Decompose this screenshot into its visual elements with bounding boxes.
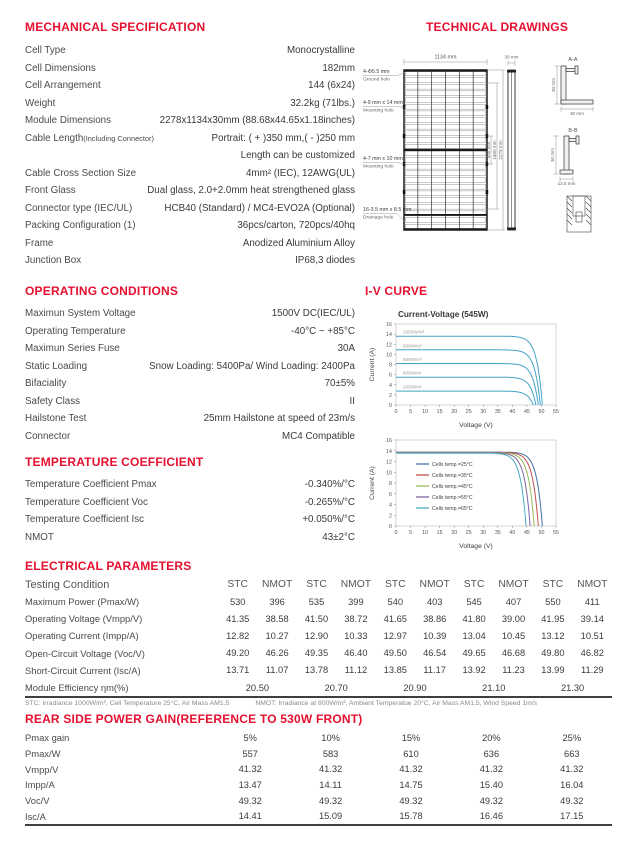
dim-section-b-height: 30 mm: [550, 147, 555, 163]
column-header: STC: [542, 579, 564, 590]
y-tick-label: 6: [389, 372, 392, 379]
value-cell: 13.85: [383, 665, 407, 676]
spec-label: Temperature Coefficient Voc: [25, 496, 148, 508]
spec-value: HCB40 (Standard) / MC4-EVO2A (Optional): [164, 202, 355, 214]
spec-row: [25, 42, 355, 60]
x-tick-label: 40: [509, 530, 516, 536]
x-tick-label: 20: [451, 530, 458, 536]
rear-gain-row: [25, 777, 612, 793]
series-inline-label: 400W/m²: [403, 370, 422, 376]
testing-condition-label: Testing Condition: [25, 578, 110, 591]
iv-curve-series: [396, 391, 533, 405]
electrical-data-row: [25, 610, 612, 627]
temperature-spec-list: [25, 476, 355, 546]
value-cell: 25%: [562, 732, 582, 743]
spec-row: [25, 529, 355, 547]
value-cell: 11.17: [423, 665, 446, 676]
column-header: STC: [463, 579, 485, 590]
svg-text:A-A: A-A: [568, 57, 578, 63]
value-cell: 41.50: [304, 613, 329, 624]
column-header: NMOT: [577, 579, 608, 590]
test-condition-footnote: [25, 700, 612, 707]
legend-label: Cells temp.=45°C: [432, 483, 473, 490]
row-label: Maximum Power (Pmax/W): [25, 596, 140, 608]
spec-value: Snow Loading: 5400Pa/ Wind Loading: 2400Pa: [149, 360, 355, 372]
value-cell: 49.65: [462, 648, 486, 659]
value-cell: 41.65: [383, 613, 407, 624]
spec-label: Weight: [25, 97, 56, 109]
series-inline-label: 600W/m²: [403, 356, 422, 362]
section-title-electrical: ELECTRICAL PARAMETERS: [25, 559, 192, 573]
x-tick-label: 35: [494, 409, 501, 415]
section-title-rear-gain: REAR SIDE POWER GAIN(REFERENCE TO 530W FRONT): [25, 712, 363, 726]
rear-gain-row: [25, 746, 612, 762]
spec-row: [25, 410, 355, 428]
spec-value: -0.340%/°C: [304, 479, 355, 491]
spec-value: 36pcs/carton, 720pcs/40hq: [237, 220, 355, 232]
value-cell: 11.23: [502, 665, 525, 676]
module-efficiency-row: [25, 679, 612, 696]
value-cell: 38.58: [265, 613, 289, 624]
spec-label: Cell Dimensions: [25, 62, 96, 74]
spec-label: Front Glass: [25, 185, 76, 197]
value-cell: 10.27: [265, 630, 289, 641]
value-cell: 13.92: [462, 665, 486, 676]
dim-1800mm: 1800 mm: [492, 140, 497, 160]
row-label: Open-Circuit Voltage (Voc/V): [25, 647, 145, 659]
section-a-a: [551, 57, 593, 116]
spec-row: [25, 130, 355, 148]
y-tick-label: 10: [386, 470, 392, 477]
value-cell: 46.82: [580, 648, 604, 659]
column-header: STC: [384, 579, 406, 590]
row-label: Operating Voltage (Vmpp/V): [25, 613, 143, 625]
x-tick-label: 50: [538, 530, 545, 536]
value-cell: 16.04: [560, 779, 584, 790]
spec-value: IP68,3 diodes: [295, 255, 355, 267]
y-tick-label: 16: [386, 322, 392, 328]
spec-value: +0.050%/°C: [302, 514, 355, 526]
y-axis-label: Current (A): [369, 347, 376, 382]
svg-text:B-B: B-B: [568, 128, 578, 134]
value-cell: 41.95: [541, 613, 565, 624]
spec-label: NMOT: [25, 531, 54, 543]
value-cell: 545: [466, 596, 482, 607]
value-cell: 41.35: [226, 613, 250, 624]
spec-row: [25, 235, 355, 253]
row-label: Pmax gain: [25, 732, 70, 744]
x-tick-label: 0: [394, 530, 398, 536]
footnote-stc: STC: Irradiance 1000W/m², Cell Temperature 25°C, Air Mass AM1.5: [25, 700, 230, 707]
row-label: Module Efficiency ηm(%): [25, 682, 129, 694]
value-cell: 13.78: [304, 665, 329, 676]
legend-label: Cells temp.=35°C: [432, 472, 473, 479]
callout-mounting-hole-1: [363, 100, 405, 114]
spec-label: Cable Length(Including Connector): [25, 132, 154, 144]
svg-text:Drainage hole: Drainage hole: [363, 215, 394, 221]
section-title-operating: OPERATING CONDITIONS: [25, 284, 179, 298]
spec-label: Temperature Coefficient Isc: [25, 514, 145, 526]
x-tick-label: 30: [480, 530, 487, 536]
value-cell: 12.90: [304, 630, 329, 641]
spec-value: Anodized Aluminium Alloy: [242, 237, 355, 249]
electrical-header-row: [25, 576, 612, 593]
section-b-b: [550, 128, 579, 186]
spec-row: [25, 165, 355, 183]
callout-mounting-hole-2: [363, 156, 405, 170]
value-cell: 15.40: [479, 779, 504, 790]
electrical-data-row: [25, 662, 612, 679]
spec-value: 43±2°C: [322, 531, 355, 543]
value-cell: 11.29: [581, 665, 604, 676]
rear-gain-row: [25, 793, 612, 809]
value-cell: 583: [322, 748, 339, 759]
spec-value: 25mm Hailstone at speed of 23m/s: [203, 413, 355, 425]
spec-label: Packing Configuration (1): [25, 220, 136, 232]
spec-label: Module Dimensions: [25, 115, 112, 127]
operating-spec-list: [25, 305, 355, 445]
spec-label: Maximun System Voltage: [25, 308, 136, 320]
x-axis-label: Voltage (V): [459, 543, 493, 550]
row-label: Isc/A: [25, 810, 46, 822]
value-cell: 20.50: [245, 682, 270, 693]
legend-label: Cells temp.=55°C: [432, 494, 473, 501]
spec-row: [25, 511, 355, 529]
value-cell: 10.45: [501, 630, 526, 641]
spec-label: Connector: [25, 430, 71, 442]
spec-value: Monocrystalline: [286, 45, 355, 57]
value-cell: 11.07: [265, 665, 289, 676]
dim-section-a-width: 30 mm: [569, 111, 585, 116]
electrical-parameters-table: [25, 576, 612, 698]
spec-row: [25, 60, 355, 78]
x-axis-label: Voltage (V): [459, 422, 493, 429]
spec-value: -40°C ~ +85°C: [291, 325, 355, 337]
value-cell: 41.32: [318, 764, 343, 775]
value-cell: 41.80: [462, 613, 486, 624]
svg-text:4-9 mm x 14 mm: 4-9 mm x 14 mm: [363, 100, 403, 106]
x-tick-label: 15: [436, 530, 443, 536]
y-tick-label: 0: [389, 524, 392, 530]
x-tick-label: 5: [409, 409, 413, 415]
column-header: NMOT: [261, 579, 293, 590]
y-tick-label: 0: [389, 403, 392, 409]
value-cell: 49.32: [399, 795, 423, 806]
value-cell: 21.10: [482, 682, 506, 693]
value-cell: 10.51: [580, 630, 604, 641]
spec-label: Cell Arrangement: [25, 80, 101, 92]
x-tick-label: 45: [523, 530, 530, 536]
row-label: Short-Circuit Current (Isc/A): [25, 664, 141, 676]
value-cell: 16.46: [479, 811, 504, 822]
value-cell: 14.41: [238, 811, 262, 822]
y-tick-label: 10: [386, 352, 392, 359]
value-cell: 49.50: [383, 648, 407, 659]
y-tick-label: 4: [389, 382, 392, 389]
x-tick-label: 5: [409, 530, 413, 536]
spec-row: [25, 494, 355, 512]
callout-ground-hole: [363, 69, 405, 83]
value-cell: 49.35: [304, 648, 329, 659]
spec-label-small: (Including Connector): [83, 133, 154, 143]
y-tick-label: 14: [386, 448, 392, 455]
x-tick-label: 45: [523, 409, 530, 415]
y-axis-label: Current (A): [369, 466, 376, 500]
x-tick-label: 15: [436, 409, 443, 415]
value-cell: 49.32: [560, 795, 584, 806]
spec-row: [25, 95, 355, 113]
spec-value: 144 (6x24): [308, 80, 355, 92]
svg-text:Ground hole: Ground hole: [363, 77, 390, 83]
spec-value: 182mm: [322, 62, 355, 74]
value-cell: 403: [426, 596, 443, 607]
value-cell: 10.33: [344, 630, 368, 641]
module-side-view: [504, 55, 518, 231]
column-header: STC: [227, 579, 248, 590]
spec-value: MC4 Compatible: [282, 430, 355, 442]
spec-row: [25, 428, 355, 446]
electrical-data-row: [25, 627, 612, 644]
electrical-data-row: [25, 593, 612, 610]
y-tick-label: 6: [389, 491, 392, 498]
value-cell: 13.71: [226, 665, 250, 676]
footnote-nmot: NMOT: Irradiance at 800W/m², Ambient Temperatue 20°C, Air Mass AM1.5, Wind Speed 1m/s: [255, 700, 538, 707]
value-cell: 636: [483, 748, 500, 759]
spec-row: [25, 340, 355, 358]
value-cell: 15%: [401, 732, 421, 743]
spec-value: 2278x1134x30mm (88.68x44.65x1.18inches): [159, 115, 355, 127]
x-tick-label: 0: [394, 409, 398, 415]
spec-row: [25, 77, 355, 95]
electrical-data-row: [25, 645, 612, 662]
value-cell: 49.32: [318, 795, 343, 806]
value-cell: 540: [387, 596, 404, 607]
value-cell: 21.30: [560, 682, 585, 693]
spec-label: Connector type (IEC/UL): [25, 202, 133, 214]
spec-label: Maximun Series Fuse: [25, 343, 120, 355]
spec-value: -0.265%/°C: [304, 496, 355, 508]
value-cell: 49.32: [479, 795, 504, 806]
x-tick-label: 25: [465, 409, 472, 415]
spec-label: Hailstone Test: [25, 413, 87, 425]
svg-text:16-3.5 mm x 8.5 mm: 16-3.5 mm x 8.5 mm: [363, 207, 412, 213]
x-tick-label: 20: [451, 409, 458, 415]
spec-row: [25, 112, 355, 130]
value-cell: 13.47: [238, 779, 262, 790]
value-cell: 663: [564, 748, 580, 759]
value-cell: 46.68: [501, 648, 526, 659]
column-header: NMOT: [498, 579, 529, 590]
spec-label: Operating Temperature: [25, 325, 126, 337]
svg-text:Mounting hole: Mounting hole: [363, 164, 394, 170]
iv-curve-irradiance-chart: [366, 306, 566, 431]
y-tick-label: 12: [386, 459, 392, 466]
x-tick-label: 55: [553, 530, 559, 536]
value-cell: 17.15: [560, 811, 584, 822]
spec-label: Frame: [25, 237, 54, 249]
value-cell: 49.32: [238, 795, 262, 806]
spec-value: 32.2kg (71lbs.): [290, 97, 355, 109]
mounting-detail: [567, 196, 591, 232]
x-tick-label: 35: [494, 530, 501, 536]
value-cell: 20.70: [324, 682, 348, 693]
dim-2278mm: 2278 mm: [498, 140, 503, 160]
spec-label: Safety Class: [25, 395, 80, 407]
value-cell: 13.04: [462, 630, 486, 641]
value-cell: 10.39: [423, 630, 447, 641]
spec-row: [25, 476, 355, 494]
section-title-iv-curve: I-V CURVE: [365, 284, 428, 298]
spec-row: [25, 200, 355, 218]
value-cell: 610: [403, 748, 419, 759]
spec-label: Static Loading: [25, 360, 88, 372]
section-title-technical-drawings: TECHNICAL DRAWINGS: [426, 20, 569, 34]
series-inline-label: 800W/m²: [403, 343, 422, 349]
x-tick-label: 30: [480, 409, 487, 415]
chart-title: Current-Voltage (545W): [398, 310, 489, 319]
spec-row: [25, 358, 355, 376]
dim-400mm: 400 mm: [486, 141, 491, 159]
y-tick-label: 14: [386, 332, 392, 339]
value-cell: 39.14: [580, 613, 604, 624]
value-cell: 20.90: [403, 682, 427, 693]
value-cell: 5%: [243, 732, 257, 743]
spec-value: 1500V DC(IEC/UL): [271, 308, 355, 320]
x-tick-label: 25: [465, 530, 472, 536]
value-cell: 557: [242, 748, 258, 759]
spec-value: Dual glass, 2.0+2.0mm heat strengthened glass: [147, 185, 355, 197]
spec-row: [25, 217, 355, 235]
section-title-temperature: TEMPERATURE COEFFICIENT: [25, 455, 204, 469]
y-tick-label: 2: [389, 513, 392, 520]
y-tick-label: 12: [386, 342, 392, 349]
value-cell: 411: [584, 596, 600, 607]
row-label: Pmax/W: [25, 748, 61, 760]
value-cell: 38.86: [423, 613, 447, 624]
column-header: NMOT: [340, 579, 372, 590]
rear-gain-row: [25, 808, 612, 824]
module-technical-drawing: [363, 46, 629, 246]
section-title-mechanical: MECHANICAL SPECIFICATION: [25, 20, 206, 34]
spec-row: [25, 182, 355, 200]
svg-text:Mounting hole: Mounting hole: [363, 108, 394, 114]
dim-module-width: 1134 mm: [434, 54, 457, 61]
column-header: STC: [306, 579, 327, 590]
value-cell: 41.32: [479, 764, 504, 775]
spec-value: Length can be customized: [240, 150, 355, 162]
x-tick-label: 40: [509, 409, 516, 415]
value-cell: 41.32: [560, 764, 584, 775]
x-tick-label: 55: [553, 409, 559, 415]
value-cell: 20%: [482, 732, 501, 743]
value-cell: 46.26: [265, 648, 289, 659]
spec-label: Junction Box: [25, 255, 82, 267]
spec-value: 70±5%: [324, 378, 355, 390]
spec-row: [25, 305, 355, 323]
row-label: Vmpp/V: [25, 763, 59, 775]
spec-label: Cell Type: [25, 45, 66, 57]
value-cell: 14.75: [399, 779, 423, 790]
value-cell: 15.78: [399, 811, 423, 822]
spec-value: 30A: [337, 343, 355, 355]
value-cell: 12.82: [226, 630, 250, 641]
y-tick-label: 16: [386, 438, 392, 444]
value-cell: 530: [229, 596, 246, 607]
value-cell: 46.40: [344, 648, 368, 659]
value-cell: 396: [269, 596, 285, 607]
value-cell: 13.12: [541, 630, 565, 641]
row-label: Impp/A: [25, 779, 55, 791]
spec-row: [25, 375, 355, 393]
spec-label: Cable Cross Section Size: [25, 167, 137, 179]
spec-value: II: [349, 395, 355, 407]
value-cell: 12.97: [383, 630, 407, 641]
value-cell: 14.11: [319, 779, 342, 790]
value-cell: 550: [545, 596, 561, 607]
value-cell: 41.32: [399, 764, 423, 775]
mechanical-spec-list: [25, 42, 355, 270]
value-cell: 41.32: [238, 764, 262, 775]
value-cell: 407: [505, 596, 522, 607]
spec-row: [25, 393, 355, 411]
spec-value: 4mm² (IEC), 12AWG(UL): [245, 167, 355, 179]
iv-curve-temperature-chart: [366, 430, 566, 552]
row-label: Operating Current (Impp/A): [25, 630, 139, 642]
spec-label: Bifaciality: [25, 378, 67, 390]
y-tick-label: 4: [389, 502, 392, 509]
value-cell: 46.54: [423, 648, 447, 659]
svg-text:4-Φ5.5 mm: 4-Φ5.5 mm: [363, 69, 390, 75]
rear-side-power-gain-table: [25, 730, 612, 826]
x-tick-label: 50: [538, 409, 545, 415]
value-cell: 49.20: [226, 648, 250, 659]
value-cell: 49.80: [541, 648, 565, 659]
x-tick-label: 10: [422, 409, 429, 415]
y-tick-label: 8: [389, 362, 392, 369]
value-cell: 10%: [321, 732, 340, 743]
series-inline-label: 1000W/m²: [403, 329, 425, 335]
svg-text:4-7 mm x 10 mm: 4-7 mm x 10 mm: [363, 156, 403, 162]
spec-row: [25, 323, 355, 341]
y-tick-label: 8: [389, 481, 392, 487]
y-tick-label: 2: [389, 392, 392, 399]
spec-label: Temperature Coefficient Pmax: [25, 479, 157, 491]
value-cell: 11.12: [344, 665, 368, 676]
value-cell: 535: [308, 596, 325, 607]
spec-value: Portrait: ( + )350 mm,( - )250 mm: [211, 132, 355, 144]
value-cell: 39.00: [501, 613, 526, 624]
value-cell: 38.72: [344, 613, 368, 624]
vertical-dimensions: [486, 70, 505, 230]
spec-row: [25, 147, 355, 165]
column-header: NMOT: [419, 579, 450, 590]
dim-section-a-height: 30 mm: [551, 77, 556, 93]
legend-label: Cells temp.=65°C: [432, 505, 473, 512]
x-tick-label: 10: [422, 530, 429, 536]
value-cell: 399: [348, 596, 364, 607]
spec-row: [25, 252, 355, 270]
series-inline-label: 200W/m²: [403, 384, 422, 390]
value-cell: 13.99: [541, 665, 565, 676]
dim-section-b-width: 13.5 mm: [557, 181, 576, 186]
dim-thickness: 30 mm: [504, 54, 519, 60]
row-label: Voc/V: [25, 795, 50, 807]
value-cell: 15.09: [318, 811, 343, 822]
rear-gain-row: [25, 761, 612, 777]
legend-label: Cells temp.=25°C: [432, 461, 473, 468]
rear-gain-row: [25, 730, 612, 746]
